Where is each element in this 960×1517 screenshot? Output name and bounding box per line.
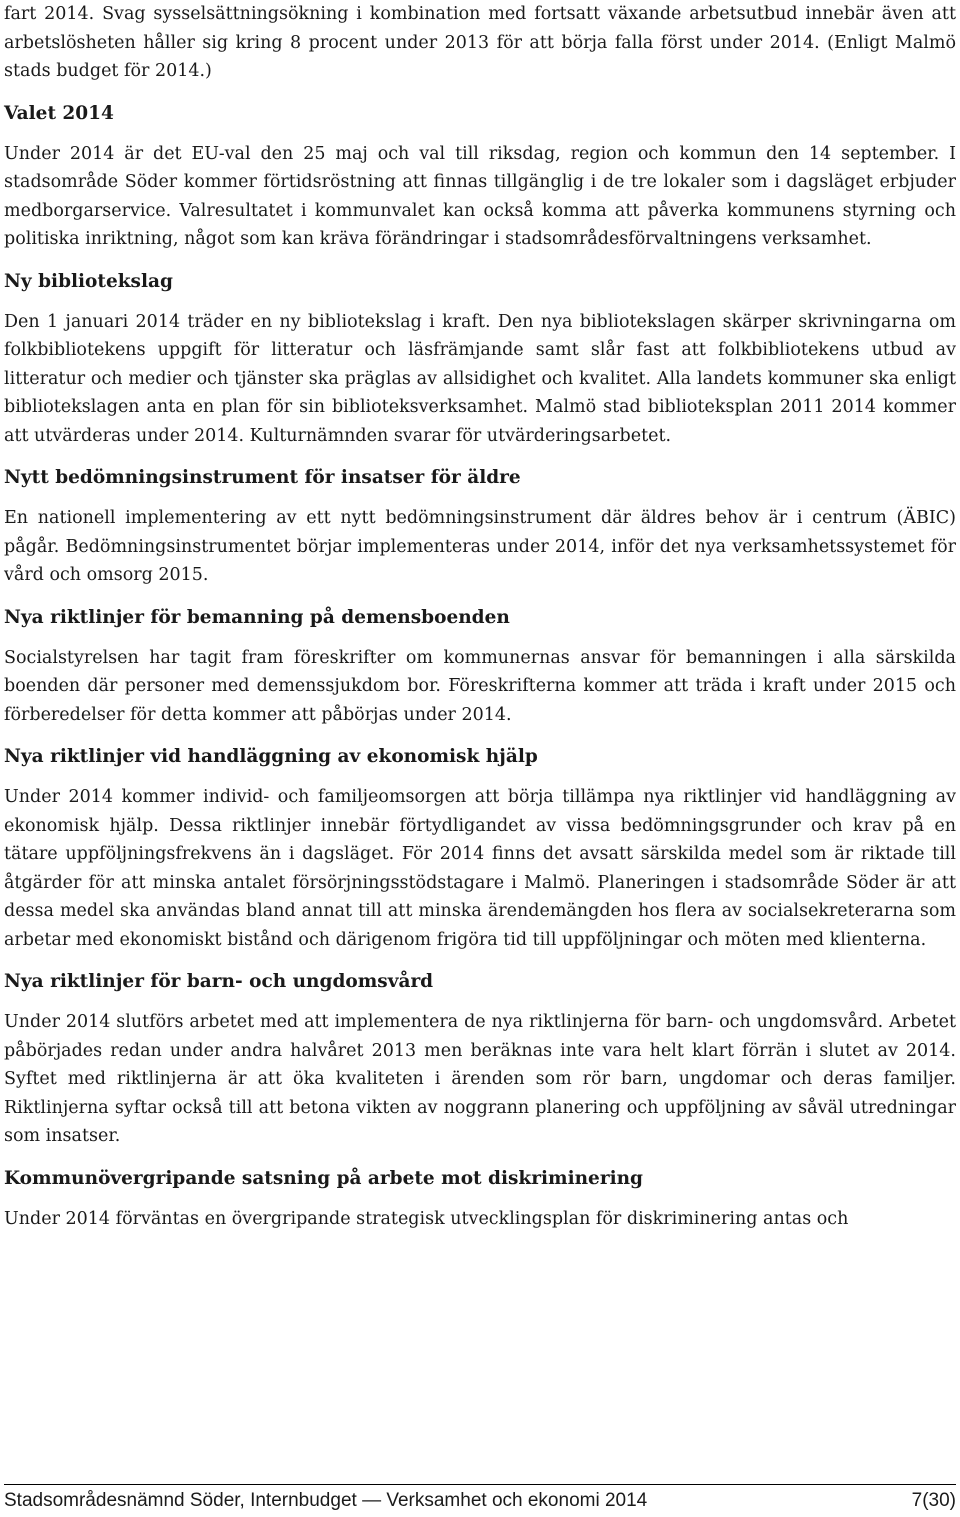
footer-document-title: Stadsområdesnämnd Söder, Internbudget — Verksamhet och ekonomi 2014 — [4, 1490, 648, 1511]
section-paragraph: Under 2014 kommer individ- och familjeomsorgen att börja tillämpa nya riktlinjer vid handläggning av ekonomisk hjälp. Dessa riktlinjer innebär förtydligandet av vissa bedömningsgrunder och krav på en tätare uppföljningsfrekvens än i dagsläget. För 2014 finns det avsatt särskilda medel som är riktade till åtgärder för att minska antalet försörjningsstödstagare i Malmö. Planeringen i stadsområde Söder är att dessa medel ska användas bland annat till att minska ärendemängden hos flera av socialsekreterarna som arbetar med ekonomiskt bistånd och därigenom frigöra tid till uppföljningar och möten med klienterna. — [4, 787, 956, 950]
section-paragraph: Under 2014 är det EU-val den 25 maj och val till riksdag, region och kommun den 14 september. I stadsområde Söder kommer förtidsröstning att finnas tillgänglig i de tre lokaler som i dagsläget erbjuder medborgarservice. Valresultatet i kommunvalet kan också komma att påverka kommunens styrning och politiska inriktning, något som kan kräva förändringar i stadsområdesförvaltningens verksamhet. — [4, 143, 956, 249]
document-page — [4, 0, 956, 1233]
section-diskriminering — [4, 1165, 956, 1234]
page-footer — [4, 1484, 956, 1513]
section-bemanning-demensboenden — [4, 604, 956, 730]
section-ekonomisk-hjalp — [4, 743, 956, 954]
section-heading: Ny bibliotekslag — [4, 270, 173, 292]
intro-block — [4, 0, 956, 86]
section-paragraph: Under 2014 förväntas en övergripande strategisk utvecklingsplan för diskriminering antas och — [4, 1208, 849, 1229]
section-paragraph: Socialstyrelsen har tagit fram föreskrifter om kommunernas ansvar för bemanningen i alla särskilda boenden där personer med demenssjukdom bor. Föreskrifterna kommer att träda i kraft under 2015 och förberedelser för detta kommer att påbörjas under 2014. — [4, 647, 956, 725]
intro-paragraph: fart 2014. Svag sysselsättningsökning i kombination med fortsatt växande arbetsutbud innebär även att arbetslösheten håller sig kring 8 procent under 2013 för att börja falla först under 2014. (Enligt Malmö stads budget för 2014.) — [4, 4, 956, 81]
section-paragraph: Den 1 januari 2014 träder en ny bibliotekslag i kraft. Den nya bibliotekslagen skärper skrivningarna om folkbibliotekens uppgift för litteratur och läsfrämjande samt slår fast att folkbibliotekens utbud av litteratur och medier och tjänster ska präglas av allsidighet och kvalitet. Alla landets kommuner ska enligt bibliotekslagen anta en plan för sin biblioteksverksamhet. Malmö stad biblioteksplan 2011 2014 kommer att utvärderas under 2014. Kulturnämnden svarar för utvärderingsarbetet. — [4, 311, 956, 446]
section-heading: Nya riktlinjer vid handläggning av ekonomisk hjälp — [4, 746, 538, 767]
section-barn-ungdomsvard — [4, 968, 956, 1151]
section-paragraph: En nationell implementering av ett nytt bedömningsinstrument där äldres behov är i centrum (ÄBIC) pågår. Bedömningsinstrumentet börjar implementeras under 2014, inför det nya verksamhetssystemet för vård och omsorg 2015. — [4, 508, 956, 585]
footer-page-number: 7(30) — [911, 1490, 956, 1511]
section-heading: Valet 2014 — [4, 102, 114, 124]
section-valet-2014 — [4, 100, 956, 254]
section-ny-bibliotekslag — [4, 268, 956, 451]
section-heading: Nytt bedömningsinstrument för insatser för äldre — [4, 467, 521, 488]
section-heading: Nya riktlinjer för bemanning på demensboenden — [4, 606, 510, 628]
section-bedomningsinstrument — [4, 464, 956, 590]
section-paragraph: Under 2014 slutförs arbetet med att implementera de nya riktlinjerna för barn- och ungdomsvård. Arbetet påbörjades redan under andra halvåret 2013 men beräknas inte vara helt klart förrän i slutet av 2014. Syftet med riktlinjerna är att öka kvaliteten i ärenden som rör barn, ungdomar och deras familjer. Riktlinjerna syftar också till att betona vikten av noggrann planering och uppföljning av såväl utredningar som insatser. — [4, 1012, 956, 1146]
section-heading: Kommunövergripande satsning på arbete mot diskriminering — [4, 1167, 643, 1189]
section-heading: Nya riktlinjer för barn- och ungdomsvård — [4, 971, 434, 992]
